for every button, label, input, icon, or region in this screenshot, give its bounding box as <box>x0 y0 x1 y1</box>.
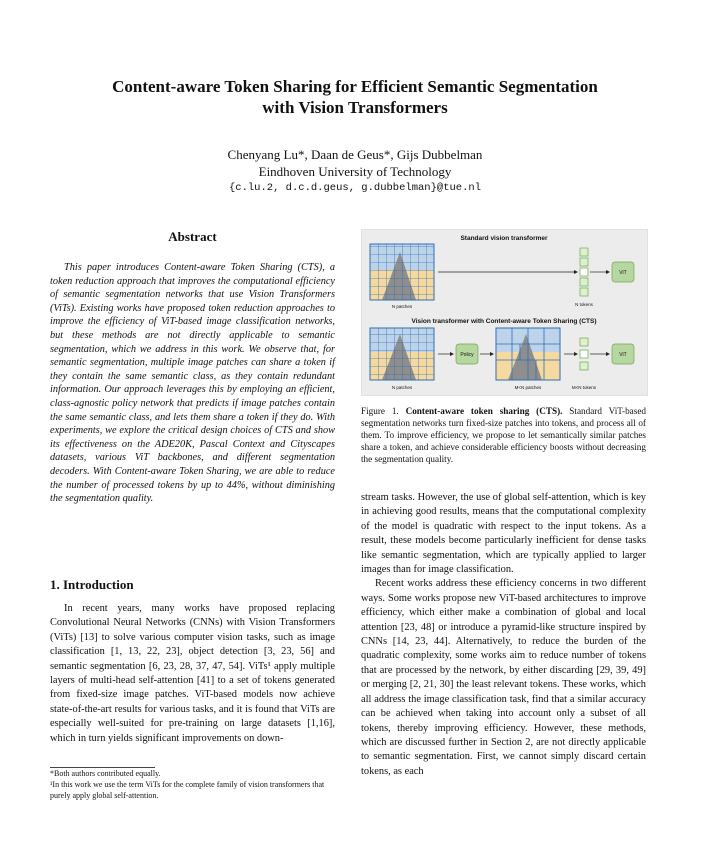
email: {c.lu.2, d.c.d.geus, g.dubbelman}@tue.nl <box>228 182 482 194</box>
affiliation: Eindhoven University of Technology <box>258 164 452 179</box>
abstract-paragraph: This paper introduces Content-aware Token Sharing (CTS), a token reduction approach that improves the computational efficiency of semantic segmentation networks that use Vision Transformers (ViTs). Existing works have proposed token reduction approaches to improve the efficiency of ViT-based image classification networks, but these methods are not directly applicable to semantic segmentation, which we address in this work. We observe that, for semantic segmentation, multiple image patches can share a token if they contain the same semantic class, as they contain redundant information. Our approach leverages this by employing an efficient, class-agnostic policy network that predicts if image patches contain the same semantic class, and lets them share a token if they do. With experiments, we explore the critical design choices of CTS and show its effectiveness on the ADE20K, Pascal Context and Cityscapes datasets, various ViT backbones, and different segmentation decoders. With Content-aware Token Sharing, we are able to reduce the number of processed tokens by up to 44%, without diminishing the segmentation quality. <box>50 262 335 505</box>
intro-paragraph-1: In recent years, many works have proposed replacing Convolutional Neural Networks (CNNs) with Vision Transformers (ViTs) [13] to solve various computer vision tasks, such as image classification [1, 13, 22, 23], object detection [3, 23, 56] and semantic segmentation [6, 23, 28, 37, 47, 54]. ViTs¹ apply multiple layers of multi-head self-attention [41] to a set of tokens generated from fixed-size image patches. ViT-based models now achieve state-of-the-art results for various tasks, and it is found that ViTs are especially well-suited for pre-training on large datasets [1,16], which in turn yields significant improvements on down- <box>50 603 335 744</box>
footnote-2: ¹In this work we use the term ViTs for the complete family of vision transformers that purely apply global self-attention. <box>50 780 325 800</box>
right-column-text <box>361 491 646 779</box>
vit-label-top: ViT <box>619 270 627 276</box>
input-image-top <box>370 244 434 300</box>
token-column-bottom <box>580 338 588 370</box>
input-image-bottom <box>370 328 434 380</box>
label-n-patches-bottom: N patches <box>391 385 413 390</box>
caption-label: Figure 1. <box>361 406 399 416</box>
shared-patch-image <box>496 328 560 380</box>
title-line-1: Content-aware Token Sharing for Efficient Semantic Segmentation <box>112 77 598 96</box>
title-line-2: with Vision Transformers <box>262 98 448 117</box>
fig-bottom-title: Vision transformer with Content-aware Token Sharing (CTS) <box>411 318 597 325</box>
label-mn-tokens: M<N tokens <box>571 385 597 390</box>
token-column-top <box>580 248 588 296</box>
introduction-text <box>50 602 335 746</box>
fig-top-title: Standard vision transformer <box>460 235 548 242</box>
author-names: Chenyang Lu*, Daan de Geus*, Gijs Dubbelman <box>227 147 483 162</box>
figure-caption <box>361 405 646 465</box>
policy-label: Policy <box>460 352 474 358</box>
caption-bold: Content-aware token sharing (CTS). <box>405 406 563 416</box>
caption-text: Standard ViT-based segmentation networks turn fixed-size patches into tokens, and process all of them. To improve efficiency, we propose to let semantically similar patches share a token, and achieve considerable efficiency boosts without decreasing the segmentation quality. <box>361 406 647 464</box>
abstract-text <box>50 261 335 506</box>
right-paragraph-1: stream tasks. However, the use of global self-attention, which is key in achieving good results, means that the computational complexity of the model is quadratic with respect to the input tokens. As a result, these models become particularly inefficient for dense tasks like semantic segmentation, which are typically applied to larger images than for image classification. <box>361 492 646 576</box>
abstract-heading: Abstract <box>168 229 217 244</box>
label-n-tokens: N tokens <box>575 302 593 307</box>
section-heading-introduction: 1. Introduction <box>50 577 134 592</box>
label-n-patches-top: N patches <box>391 304 413 309</box>
footnotes <box>50 768 335 801</box>
author-block <box>60 146 650 197</box>
label-mn-patches: M<N patches <box>514 385 542 390</box>
right-paragraph-2: Recent works address these efficiency concerns in two different ways. Some works propose new ViT-based architectures to improve efficiency, which either make a combination of global and local attention [23, 48] or introduce a pyramid-like structure inspired by CNNs [14, 23, 44]. Alternatively, to reduce the burden of the quadratic complexity, some works aim to reduce number of tokens that are processed by the network, by either discarding [29, 39, 49] or merging [2, 21, 30] the least relevant tokens. These works, which all address the image classification task, find that a similar accuracy can be achieved when taking into account only a subset of all tokens, thereby improving efficiency. However, these methods, which are discussed further in Section 2, are not directly applicable to semantic segmentation. First, we cannot simply discard certain tokens, as each <box>361 578 646 777</box>
footnote-1: *Both authors contributed equally. <box>50 769 161 778</box>
figure-1-diagram <box>362 230 647 395</box>
vit-label-bottom: ViT <box>619 352 627 358</box>
figure-1 <box>361 229 648 396</box>
paper-title <box>60 76 650 118</box>
